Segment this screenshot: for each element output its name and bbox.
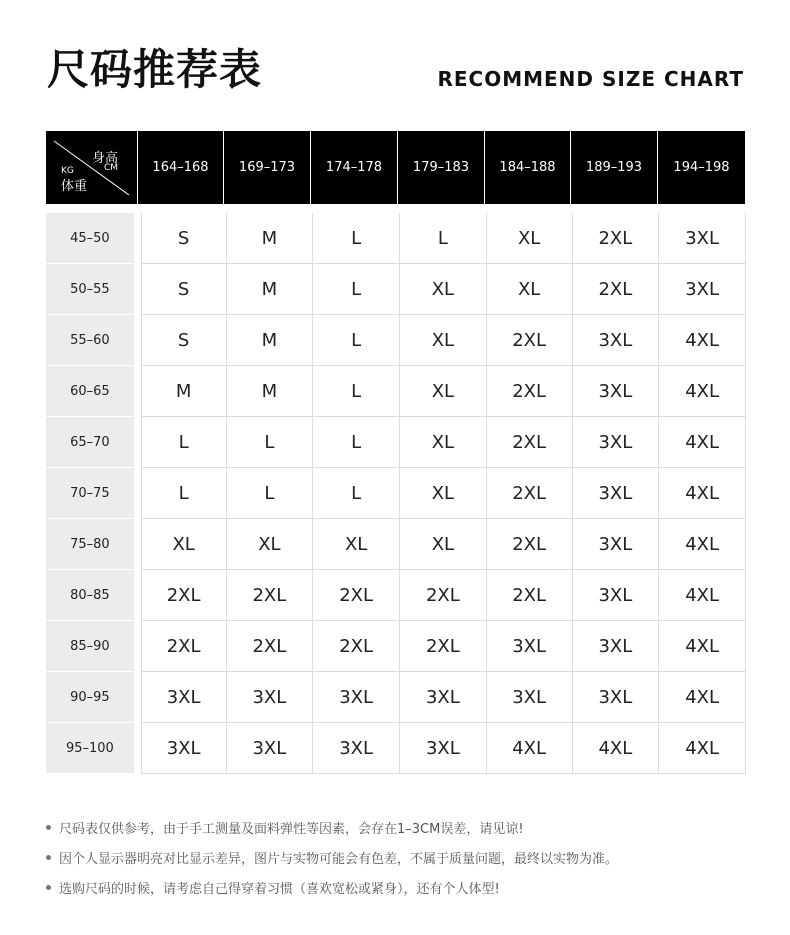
size-cell: 3XL: [573, 672, 660, 723]
size-cell: 2XL: [227, 621, 314, 672]
size-cell: 2XL: [400, 570, 487, 621]
size-cell: XL: [400, 315, 487, 366]
size-cell: 4XL: [659, 366, 746, 417]
size-cell: 2XL: [313, 621, 400, 672]
size-cell: 2XL: [487, 468, 573, 519]
weight-cell: 70–75: [46, 468, 134, 518]
size-cell: 4XL: [659, 468, 746, 519]
corner-header: [46, 131, 137, 204]
size-cell: 2XL: [487, 315, 573, 366]
size-cell: XL: [227, 519, 314, 570]
size-cell: 3XL: [573, 468, 660, 519]
size-cell: XL: [400, 366, 487, 417]
size-cell: 4XL: [659, 723, 746, 774]
size-cell: XL: [313, 519, 400, 570]
table-row: [46, 264, 746, 315]
size-cell: L: [313, 213, 400, 264]
table-row: [46, 723, 746, 774]
size-cell: XL: [487, 264, 573, 315]
note-item: [46, 812, 746, 842]
size-cell: 3XL: [573, 417, 660, 468]
size-cell: 4XL: [659, 570, 746, 621]
table-row: [46, 213, 746, 264]
size-cell: 3XL: [573, 519, 660, 570]
size-cell: S: [141, 213, 227, 264]
column-header: 169–173: [224, 131, 310, 204]
size-cell: S: [141, 315, 227, 366]
size-cell: L: [227, 417, 314, 468]
bullet-icon: [46, 885, 51, 890]
size-cell: 4XL: [659, 315, 746, 366]
table-row: [46, 621, 746, 672]
note-item: [46, 842, 746, 872]
size-cell: 3XL: [227, 723, 314, 774]
table-row: [46, 519, 746, 570]
weight-unit: KG: [61, 166, 74, 176]
column-header: 179–183: [398, 131, 484, 204]
size-cell: XL: [400, 468, 487, 519]
size-cell: 3XL: [400, 723, 487, 774]
weight-cell: 65–70: [46, 417, 134, 467]
notes-list: [46, 812, 746, 902]
size-cell: 2XL: [227, 570, 314, 621]
weight-cell: 75–80: [46, 519, 134, 569]
column-header: 174–178: [311, 131, 397, 204]
size-cell: S: [141, 264, 227, 315]
table-row: [46, 672, 746, 723]
weight-cell: 60–65: [46, 366, 134, 416]
size-cell: L: [313, 417, 400, 468]
size-cell: L: [313, 468, 400, 519]
size-cell: 4XL: [659, 621, 746, 672]
size-cell: 3XL: [573, 315, 660, 366]
row-gap: [134, 315, 141, 366]
row-gap: [134, 468, 141, 519]
page-title-en: RECOMMEND SIZE CHART: [437, 67, 744, 91]
size-cell: 3XL: [487, 621, 573, 672]
table-row: [46, 417, 746, 468]
size-cell: 2XL: [400, 621, 487, 672]
weight-label: 体重: [61, 179, 88, 194]
size-cell: XL: [400, 519, 487, 570]
size-cell: L: [141, 417, 227, 468]
bullet-icon: [46, 855, 51, 860]
column-header: 194–198: [658, 131, 745, 204]
size-cell: L: [227, 468, 314, 519]
column-header: 184–188: [485, 131, 570, 204]
weight-cell: 95–100: [46, 723, 134, 773]
size-cell: 2XL: [313, 570, 400, 621]
weight-cell: 45–50: [46, 213, 134, 263]
row-gap: [134, 264, 141, 315]
weight-cell: 50–55: [46, 264, 134, 314]
table-row: [46, 468, 746, 519]
size-cell: 2XL: [487, 570, 573, 621]
page-title-cn: 尺码推荐表: [47, 45, 263, 94]
column-header: 189–193: [571, 131, 657, 204]
note-text: 因个人显示器明亮对比显示差异，图片与实物可能会有色差，不属于质量问题，最终以实物为准。: [59, 851, 619, 867]
table-row: [46, 366, 746, 417]
size-cell: L: [141, 468, 227, 519]
size-cell: 3XL: [573, 366, 660, 417]
size-cell: 3XL: [141, 723, 227, 774]
size-cell: 2XL: [573, 213, 660, 264]
size-cell: 4XL: [573, 723, 660, 774]
height-label: 身高: [92, 151, 119, 166]
size-cell: M: [227, 264, 314, 315]
size-cell: 2XL: [141, 621, 227, 672]
size-cell: XL: [400, 417, 487, 468]
column-header: 164–168: [138, 131, 223, 204]
size-cell: M: [141, 366, 227, 417]
size-cell: 3XL: [141, 672, 227, 723]
size-cell: M: [227, 366, 314, 417]
row-gap: [134, 672, 141, 723]
size-cell: 3XL: [659, 213, 746, 264]
bullet-icon: [46, 825, 51, 830]
row-gap: [134, 519, 141, 570]
size-cell: 2XL: [487, 417, 573, 468]
size-cell: L: [313, 366, 400, 417]
size-cell: 3XL: [227, 672, 314, 723]
row-gap: [134, 366, 141, 417]
height-unit: CM: [104, 163, 119, 173]
table-row: [46, 315, 746, 366]
size-cell: XL: [400, 264, 487, 315]
size-cell: 3XL: [400, 672, 487, 723]
note-text: 尺码表仅供参考，由于手工测量及面料弹性等因素，会存在1–3CM误差，请见谅!: [59, 821, 524, 837]
size-cell: M: [227, 213, 314, 264]
size-cell: 3XL: [313, 723, 400, 774]
table-header: [46, 131, 745, 204]
table-row: [46, 570, 746, 621]
row-gap: [134, 213, 141, 264]
size-cell: 3XL: [573, 621, 660, 672]
weight-cell: 80–85: [46, 570, 134, 620]
size-cell: 3XL: [659, 264, 746, 315]
row-gap: [134, 723, 141, 774]
size-cell: 2XL: [573, 264, 660, 315]
size-cell: 2XL: [487, 519, 573, 570]
size-cell: 4XL: [659, 417, 746, 468]
size-cell: 4XL: [659, 672, 746, 723]
weight-cell: 90–95: [46, 672, 134, 722]
size-cell: L: [400, 213, 487, 264]
row-gap: [134, 417, 141, 468]
size-cell: 2XL: [141, 570, 227, 621]
size-cell: XL: [487, 213, 573, 264]
size-cell: 4XL: [487, 723, 573, 774]
size-cell: M: [227, 315, 314, 366]
size-cell: L: [313, 315, 400, 366]
size-table-body: [46, 213, 746, 774]
note-text: 选购尺码的时候，请考虑自己得穿着习惯（喜欢宽松或紧身），还有个人体型!: [59, 881, 500, 897]
weight-cell: 85–90: [46, 621, 134, 671]
row-gap: [134, 570, 141, 621]
weight-cell: 55–60: [46, 315, 134, 365]
row-gap: [134, 621, 141, 672]
size-cell: 4XL: [659, 519, 746, 570]
size-cell: 3XL: [313, 672, 400, 723]
size-cell: 2XL: [487, 366, 573, 417]
size-cell: 3XL: [487, 672, 573, 723]
size-cell: XL: [141, 519, 227, 570]
size-cell: L: [313, 264, 400, 315]
size-cell: 3XL: [573, 570, 660, 621]
note-item: [46, 872, 746, 902]
diagonal-divider: [46, 131, 137, 204]
